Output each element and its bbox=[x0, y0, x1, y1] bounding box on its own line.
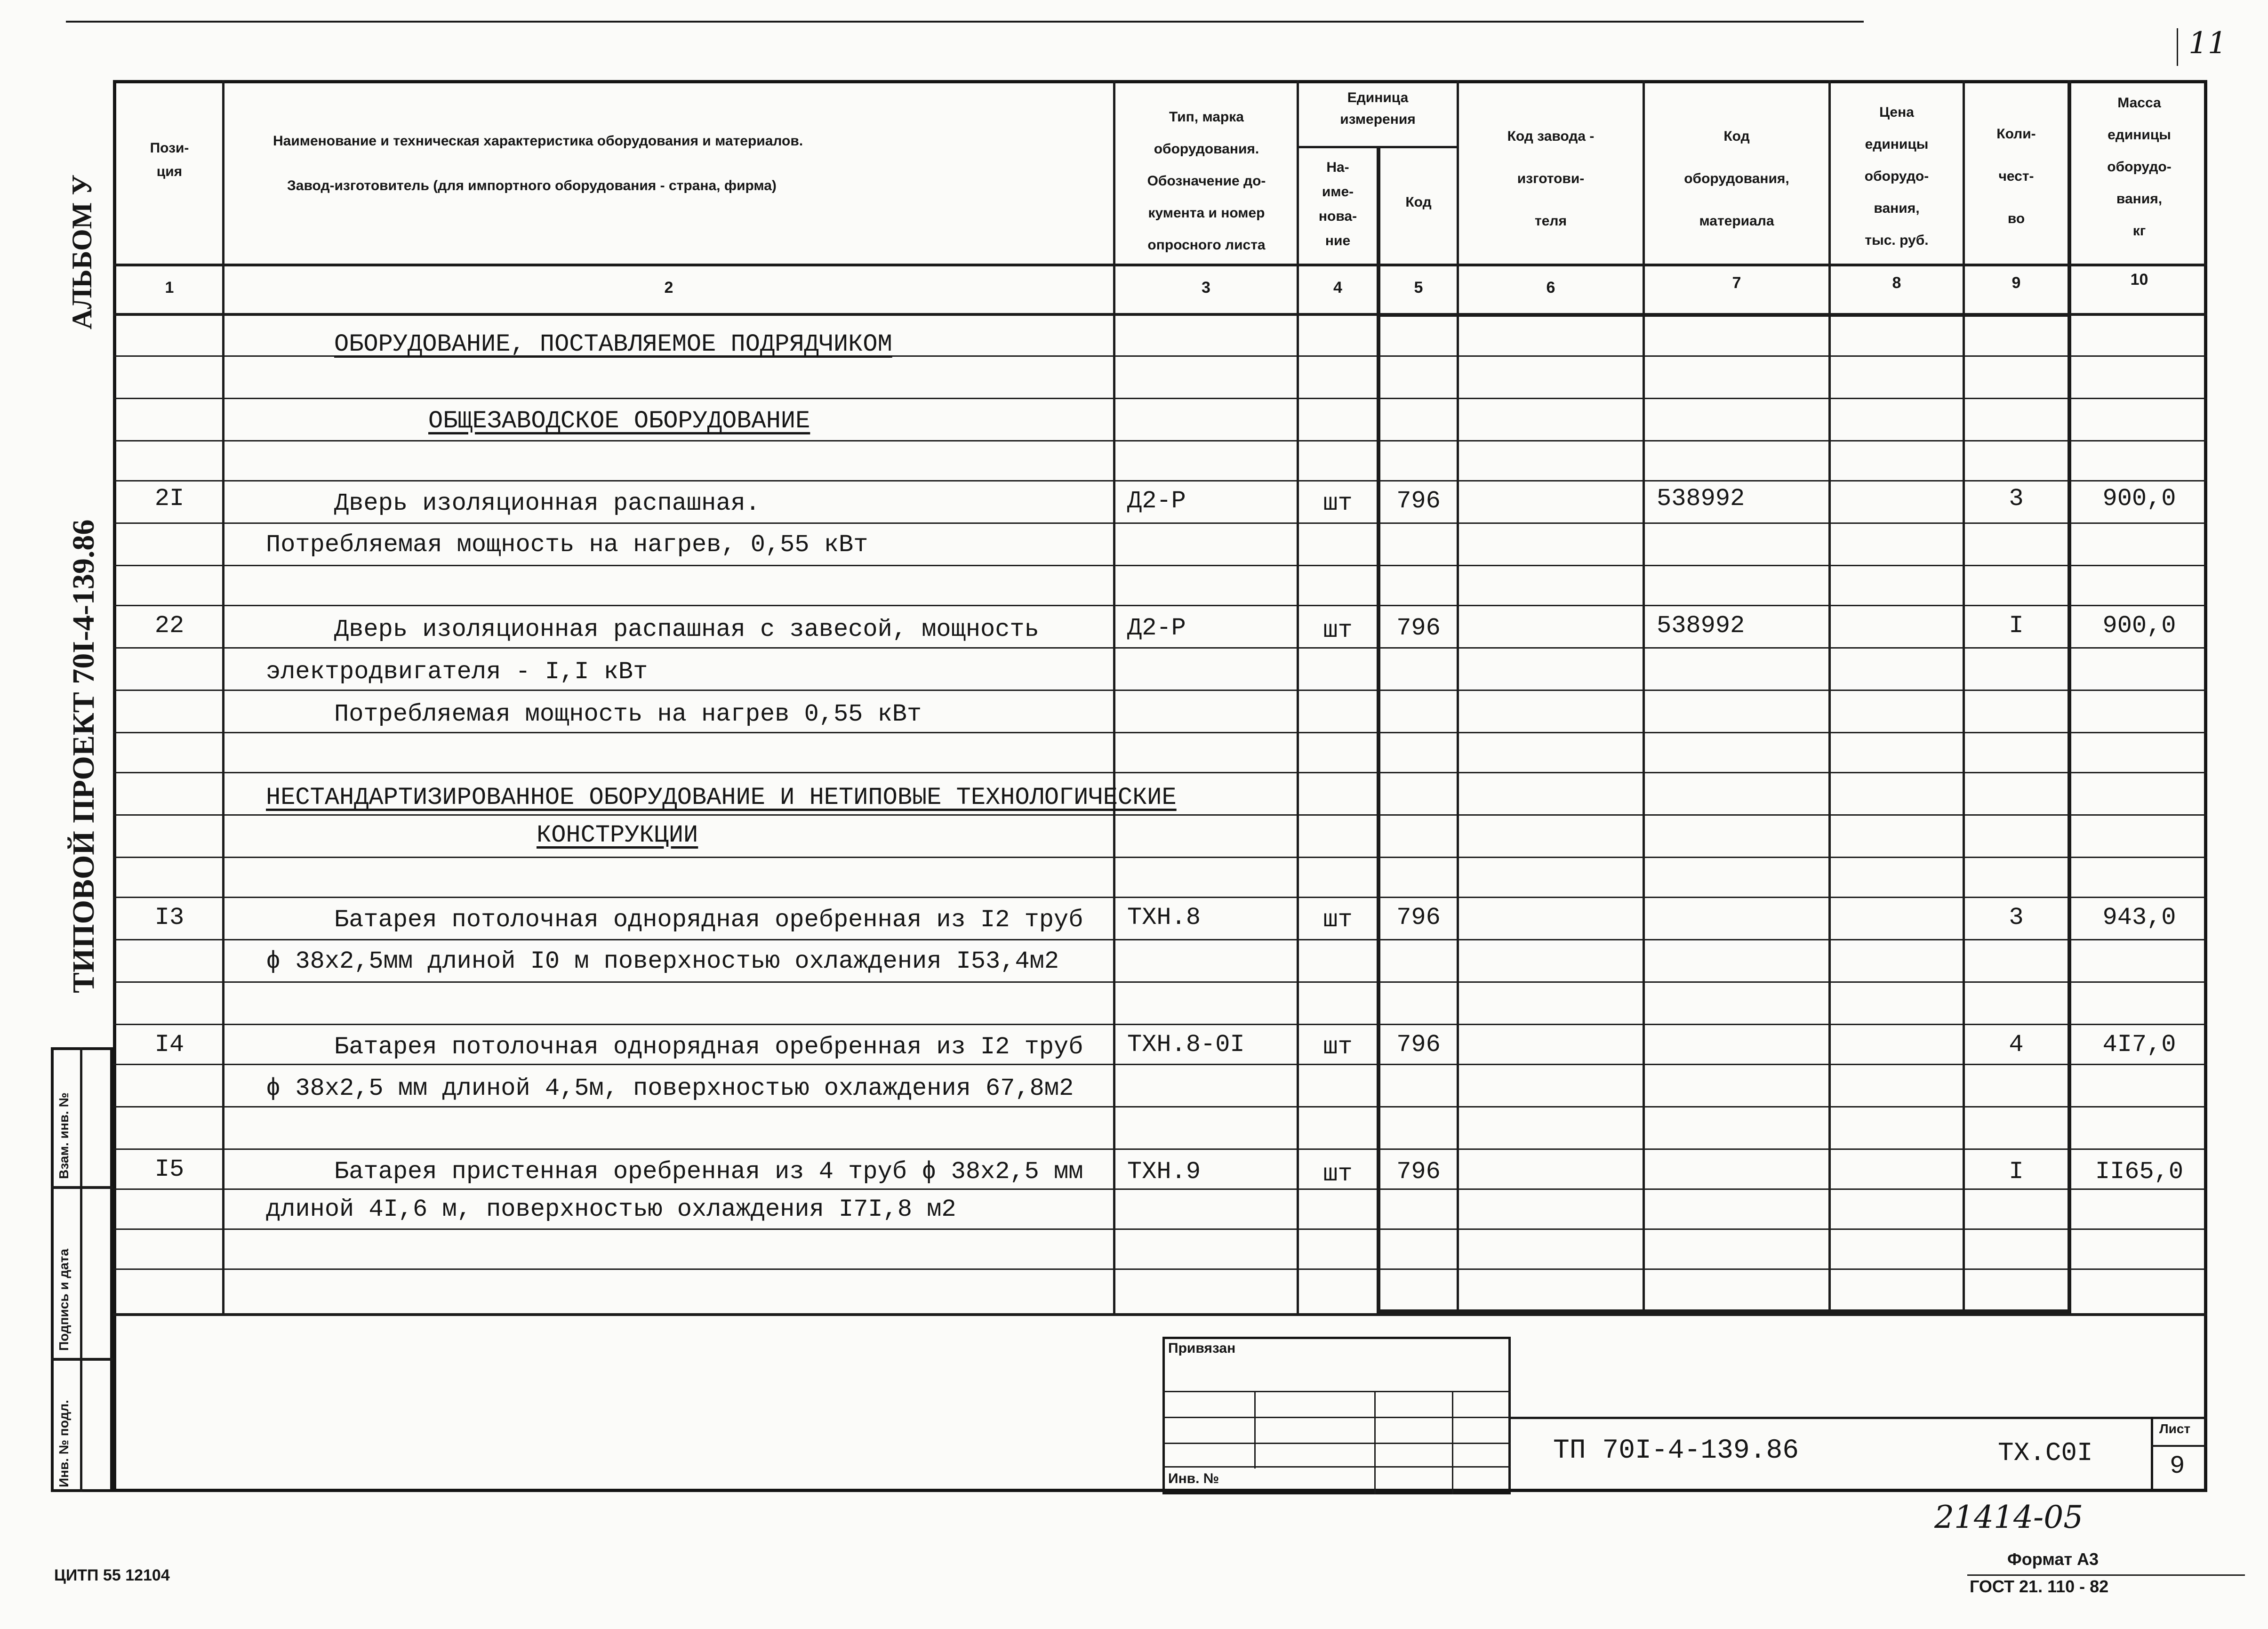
row-line bbox=[113, 772, 2207, 773]
col-line bbox=[1457, 80, 1459, 1313]
col-number: 3 bbox=[1202, 279, 1210, 297]
row-line bbox=[113, 1148, 2207, 1150]
row-line bbox=[113, 981, 2207, 983]
binding-label: Привязан bbox=[1168, 1340, 1236, 1356]
item-unit: шт bbox=[1323, 906, 1353, 934]
project-label: ТИПОВОЙ ПРОЕКТ 70I-4-139.86 bbox=[66, 519, 101, 993]
item-name: ϕ 38х2,5мм длиной I0 м поверхностью охлаждения I53,4м2 bbox=[266, 947, 1059, 975]
col-number: 5 bbox=[1414, 279, 1423, 297]
row-line bbox=[113, 690, 2207, 691]
thick-frame-bottom bbox=[1377, 1309, 2071, 1313]
header-factory-code: Код завода - изготови- теля bbox=[1507, 128, 1595, 229]
item-quantity: 3 bbox=[2009, 904, 2024, 931]
header-equipment-code: Код оборудования, материала bbox=[1684, 128, 1789, 229]
header-mass: Масса единицы оборудо- вания, кг bbox=[2107, 95, 2172, 239]
col-number: 2 bbox=[664, 279, 673, 297]
item-quantity: I bbox=[2009, 612, 2024, 640]
binding-stamp-line bbox=[1452, 1391, 1453, 1494]
item-code: 796 bbox=[1396, 1158, 1441, 1186]
section-title: НЕСТАНДАРТИЗИРОВАННОЕ ОБОРУДОВАНИЕ И НЕТИПОВЫЕ ТЕХНОЛОГИЧЕСКИЕ bbox=[266, 784, 1177, 811]
item-position: I5 bbox=[154, 1156, 184, 1183]
item-name: электродвигателя - I,I кВт bbox=[266, 658, 648, 686]
top-rule bbox=[66, 21, 1864, 23]
binding-stamp-line bbox=[1374, 1391, 1376, 1494]
row-line bbox=[113, 939, 2207, 940]
item-unit: шт bbox=[1323, 617, 1353, 644]
item-code: 796 bbox=[1396, 1031, 1441, 1059]
sheet-box-divider bbox=[2151, 1445, 2207, 1447]
item-unit: шт bbox=[1323, 1160, 1353, 1188]
item-mass: 943,0 bbox=[2102, 904, 2176, 931]
row-line bbox=[113, 398, 2207, 399]
item-mass: 900,0 bbox=[2102, 485, 2176, 513]
item-position: I4 bbox=[154, 1031, 184, 1059]
stamp-divider bbox=[80, 1047, 82, 1492]
item-code: 796 bbox=[1396, 614, 1441, 642]
row-line bbox=[113, 1188, 2207, 1190]
print-stamp: ЦИТП 55 12104 bbox=[54, 1566, 170, 1584]
header-name-line2: Завод-изготовитель (для импортного оборудования - страна, фирма) bbox=[287, 178, 777, 193]
item-type: Д2-Р bbox=[1127, 487, 1186, 515]
col-line-thick bbox=[1377, 146, 1380, 1313]
col-line-thick bbox=[2068, 80, 2071, 1313]
col-line bbox=[1963, 80, 1965, 1313]
row-line bbox=[113, 605, 2207, 606]
row-line bbox=[113, 522, 2207, 524]
col-number: 1 bbox=[165, 279, 174, 297]
section-title: ОБОРУДОВАНИЕ, ПОСТАВЛЯЕМОЕ ПОДРЯДЧИКОМ bbox=[334, 330, 892, 358]
sheet-corner-number: 11 bbox=[2188, 26, 2227, 61]
handwritten-number: 21414-05 bbox=[1934, 1499, 2084, 1535]
row-line bbox=[113, 897, 2207, 898]
binding-stamp-line bbox=[1162, 1466, 1511, 1468]
item-mass: 4I7,0 bbox=[2102, 1031, 2176, 1059]
thick-frame-top bbox=[1377, 313, 2071, 317]
row-line bbox=[113, 1024, 2207, 1025]
col-number: 8 bbox=[1892, 274, 1901, 292]
header-bottom-line bbox=[113, 264, 2207, 266]
item-quantity: 3 bbox=[2009, 485, 2024, 513]
row-line bbox=[113, 1106, 2207, 1107]
doc-number: ТП 70I-4-139.86 bbox=[1553, 1436, 1799, 1466]
stamp-cell-inv: Инв. № подл. bbox=[56, 1400, 71, 1487]
item-type: Д2-Р bbox=[1127, 614, 1186, 642]
doc-code: ТХ.С0I bbox=[1998, 1438, 2093, 1468]
row-line bbox=[113, 857, 2207, 858]
section-title: КОНСТРУКЦИИ bbox=[537, 821, 698, 849]
item-mass: II65,0 bbox=[2095, 1158, 2184, 1186]
binding-stamp-line bbox=[1162, 1417, 1511, 1418]
gost-label: ГОСТ 21. 110 - 82 bbox=[1970, 1577, 2109, 1596]
footer-rule bbox=[1967, 1574, 2245, 1576]
item-unit: шт bbox=[1323, 1033, 1353, 1061]
col-number: 4 bbox=[1333, 279, 1342, 297]
item-name: Батарея потолочная однорядная оребренная из I2 труб bbox=[334, 906, 1083, 934]
col-number: 9 bbox=[2012, 274, 2021, 292]
item-equipment-code: 538992 bbox=[1657, 485, 1745, 513]
row-line bbox=[113, 480, 2207, 481]
item-position: 2I bbox=[154, 485, 184, 513]
item-name: Батарея потолочная однорядная оребренная из I2 труб bbox=[334, 1033, 1083, 1061]
item-code: 796 bbox=[1396, 487, 1441, 515]
item-position: 22 bbox=[154, 612, 184, 640]
header-unit: Единица измерения bbox=[1340, 90, 1416, 127]
stamp-cell-vzam: Взам. инв. № bbox=[56, 1092, 71, 1179]
header-name-line1: Наименование и техническая характеристика оборудования и материалов. bbox=[273, 133, 803, 149]
section-title: ОБЩЕЗАВОДСКОЕ ОБОРУДОВАНИЕ bbox=[428, 407, 810, 435]
col-line bbox=[1828, 80, 1831, 1313]
inventory-label: Инв. № bbox=[1168, 1471, 1219, 1486]
header-quantity: Коли- чест- во bbox=[1996, 126, 2036, 226]
row-line bbox=[113, 1064, 2207, 1065]
header-unit-name: На- име- нова- ние bbox=[1318, 160, 1357, 249]
item-name: Дверь изоляционная распашная. bbox=[334, 490, 760, 517]
item-name: длиной 4I,6 м, поверхностью охлаждения I7I,8 м2 bbox=[266, 1196, 956, 1223]
header-unit-code: Код bbox=[1405, 194, 1432, 210]
col-number: 6 bbox=[1546, 279, 1555, 297]
item-type: ТХН.8 bbox=[1127, 904, 1201, 931]
row-line bbox=[113, 440, 2207, 441]
binding-stamp-line bbox=[1254, 1391, 1256, 1469]
album-label: АЛЬБОМ У bbox=[66, 174, 97, 329]
stamp-cell-signature: Подпись и дата bbox=[56, 1249, 71, 1351]
item-mass: 900,0 bbox=[2102, 612, 2176, 640]
row-line bbox=[113, 732, 2207, 733]
format-label: Формат А3 bbox=[2007, 1549, 2099, 1569]
row-line bbox=[113, 814, 2207, 816]
unit-subheader-line bbox=[1297, 146, 1457, 148]
item-equipment-code: 538992 bbox=[1657, 612, 1745, 640]
row-line bbox=[113, 565, 2207, 566]
item-name: Дверь изоляционная распашная с завесой, мощность bbox=[334, 616, 1039, 643]
item-quantity: 4 bbox=[2009, 1031, 2024, 1059]
binding-stamp-line bbox=[1162, 1391, 1511, 1392]
sheet-number: 9 bbox=[2170, 1452, 2185, 1481]
col-line bbox=[222, 80, 224, 1313]
item-name: Потребляемая мощность на нагрев 0,55 кВт bbox=[334, 700, 922, 728]
corner-tick bbox=[2177, 28, 2178, 66]
col-line bbox=[1297, 80, 1299, 1313]
col-line bbox=[1643, 80, 1645, 1313]
sheet-label: Лист bbox=[2159, 1421, 2191, 1436]
title-block-top bbox=[1511, 1417, 2207, 1419]
item-name: Потребляемая мощность на нагрев, 0,55 кВт bbox=[266, 531, 868, 559]
row-line bbox=[113, 1228, 2207, 1230]
col-number: 10 bbox=[2130, 271, 2148, 289]
item-position: I3 bbox=[154, 904, 184, 931]
row-line bbox=[113, 647, 2207, 649]
item-type: ТХН.9 bbox=[1127, 1158, 1201, 1186]
col-line bbox=[1113, 80, 1115, 1313]
item-code: 796 bbox=[1396, 904, 1441, 931]
item-quantity: I bbox=[2009, 1158, 2024, 1186]
binding-stamp-line bbox=[1162, 1443, 1511, 1444]
item-unit: шт bbox=[1323, 490, 1353, 517]
header-price: Цена единицы оборудо- вания, тыс. руб. bbox=[1864, 104, 1929, 248]
item-type: ТХН.8-0I bbox=[1127, 1031, 1245, 1059]
header-position: Пози- ция bbox=[150, 140, 189, 179]
item-name: Батарея пристенная оребренная из 4 труб ϕ 38х2,5 мм bbox=[334, 1158, 1083, 1186]
header-type: Тип, марка оборудования. Обозначение до- кумента и номер опросного листа bbox=[1147, 109, 1266, 253]
item-name: ϕ 38х2,5 мм длиной 4,5м, поверхностью охлаждения 67,8м2 bbox=[266, 1075, 1074, 1102]
table-bottom-line bbox=[113, 1313, 2207, 1316]
col-number: 7 bbox=[1732, 274, 1741, 292]
row-line bbox=[113, 1268, 2207, 1270]
